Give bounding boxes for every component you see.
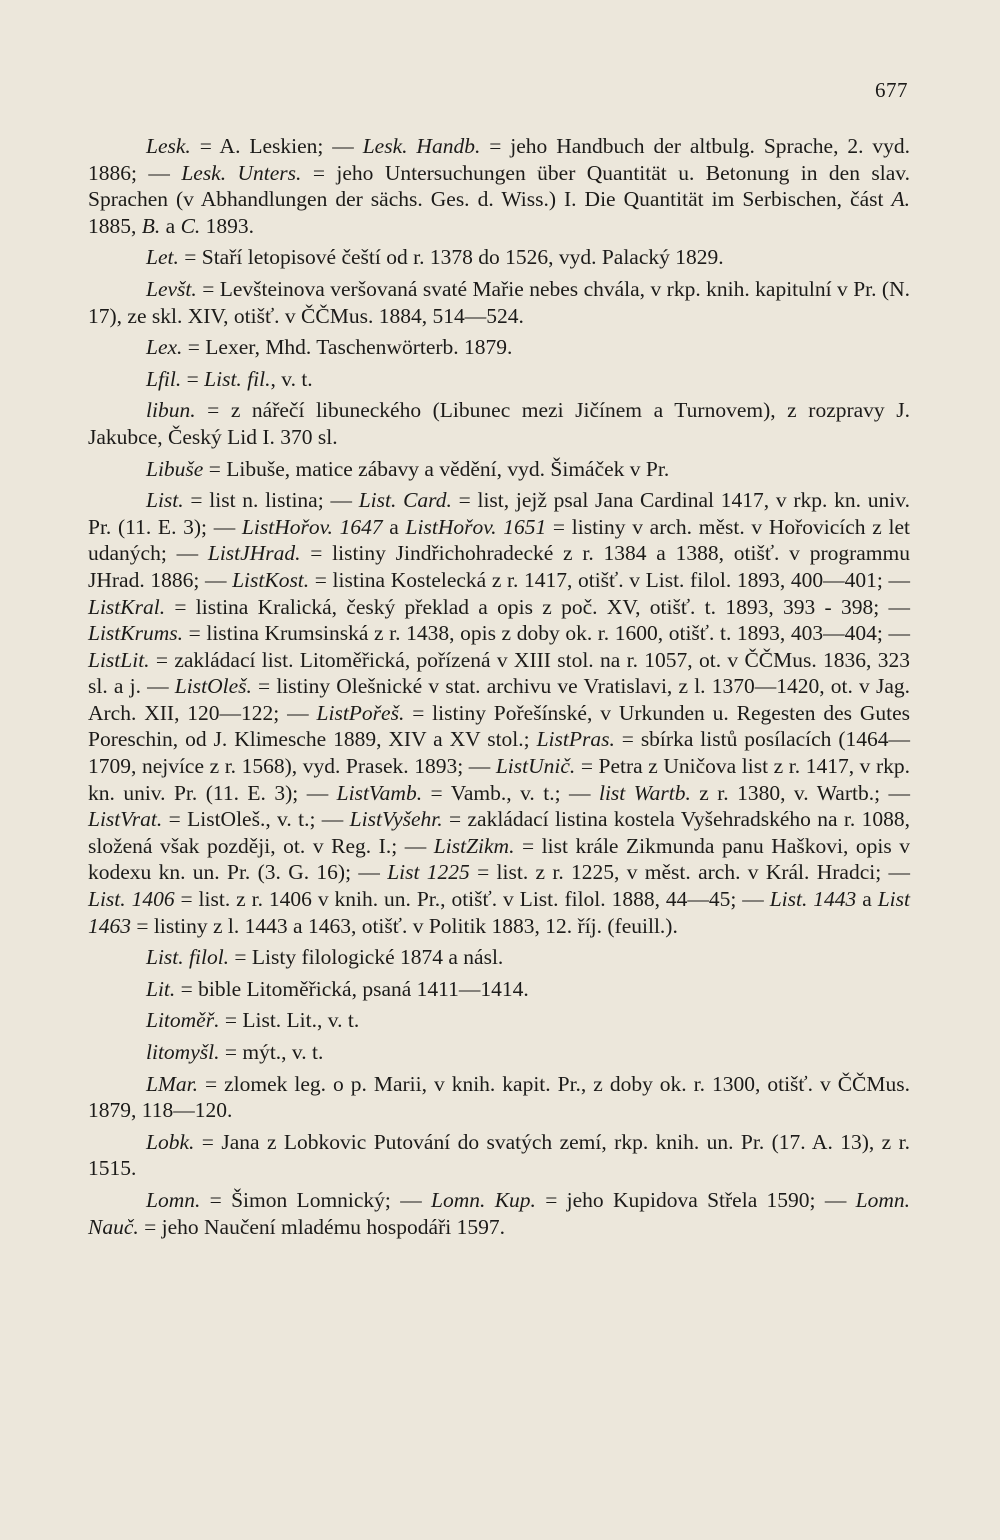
abbreviation: Levšt. xyxy=(146,276,197,301)
abbreviation: ListVrat. xyxy=(88,807,163,832)
abbreviation: List. xyxy=(146,488,184,513)
abbreviation: ListJHrad. xyxy=(207,541,301,566)
abbreviation: List 1463 xyxy=(88,887,910,938)
abbreviation-list xyxy=(88,133,910,1240)
definition-text: = List. Lit., v. t. xyxy=(219,1008,360,1033)
abbreviation: ListVyšehr. xyxy=(349,807,443,832)
abbreviation: ListZikm. xyxy=(433,833,515,858)
entry-levst xyxy=(88,276,910,329)
abbreviation: Lesk. xyxy=(146,134,191,158)
abbreviation: Lobk. xyxy=(146,1129,195,1154)
definition-text: = Libuše, matice zábavy a vědění, vyd. Šimáček v Pr. xyxy=(203,456,670,481)
definition-text: a xyxy=(856,887,878,912)
abbreviation: Lesk. Handb. xyxy=(362,134,481,158)
definition-text: = jeho Untersuchungen über Quantität u. Betonung in den slav. Sprachen (v Abhandlungen der sächs. Ges. d. Wiss.) I. Die Quantität im Serbischen, část xyxy=(88,160,910,212)
definition-text: = listina Kostelecká z r. 1417, otišť. v List. filol. 1893, 400—401; — xyxy=(309,567,910,592)
abbreviation: A. xyxy=(891,187,910,212)
abbreviation: ListPořeš. xyxy=(316,700,405,725)
definition-text: = jeho Handbuch der altbulg. Sprache, 2. vyd. 1886; — xyxy=(88,134,911,185)
definition-text: = z nářečí libuneckého (Libunec mezi Jičínem a Turnovem), z rozpravy J. Jakubce, Český Lid I. 370 sl. xyxy=(88,398,910,449)
definition-text: = zakládací list. Litoměřická, pořízená v XIII stol. na r. 1057, ot. v ČČMus. 1836, 323 sl. a j. — xyxy=(88,647,910,699)
definition-text: 1885, xyxy=(88,213,142,238)
definition-text: = Šimon Lomnický; — xyxy=(200,1187,432,1212)
definition-text: = list, jejž psal Jana Cardinal 1417, v rkp. kn. univ. Pr. (11. E. 3); — xyxy=(88,488,910,539)
abbreviation: ListVamb. xyxy=(336,780,423,805)
abbreviation: LMar. xyxy=(146,1071,198,1096)
entry-libun xyxy=(88,397,910,450)
abbreviation: Lit. xyxy=(146,976,176,1001)
entry-lomn xyxy=(88,1187,910,1240)
entry-lmar xyxy=(88,1071,910,1124)
definition-text: = zakládací listina kostela Vyšehradského na r. 1088, složená však později, ot. v Reg. I.; — xyxy=(88,807,910,858)
abbreviation: ListUnič. xyxy=(495,754,576,779)
abbreviation: Lex. xyxy=(146,335,183,360)
definition-text: a xyxy=(382,514,406,539)
definition-text: = bible Litoměřická, psaná 1411—1414. xyxy=(175,976,529,1001)
entry-litomysl xyxy=(88,1039,910,1066)
abbreviation: List. Card. xyxy=(358,488,452,513)
definition-text: = Petra z Uničova list z r. 1417, v rkp. kn. univ. Pr. (11. E. 3); — xyxy=(88,754,910,805)
definition-text: z r. 1380, v. Wartb.; — xyxy=(690,780,910,805)
entry-lit xyxy=(88,976,910,1003)
abbreviation: Litoměř. xyxy=(146,1008,220,1033)
entry-list-filol xyxy=(88,944,910,971)
entry-lex xyxy=(88,334,910,361)
abbreviation: List. 1406 xyxy=(88,887,175,912)
entry-lobk xyxy=(88,1129,910,1182)
abbreviation: List. filol. xyxy=(146,945,230,970)
abbreviation: ListKrums. xyxy=(88,621,183,646)
entry-lesk xyxy=(88,133,910,239)
abbreviation: ListLit. xyxy=(88,647,150,672)
abbreviation: B. xyxy=(141,213,161,238)
entry-let xyxy=(88,244,910,271)
abbreviation: Let. xyxy=(146,245,179,270)
page-number: 677 xyxy=(875,78,908,102)
definition-text: = A. Leskien; — xyxy=(190,134,363,158)
definition-text: 1893. xyxy=(200,213,255,238)
definition-text: = listina Kralická, český překlad a opis z poč. XV, otišť. t. 1893, 393 - 398; — xyxy=(165,594,910,619)
definition-text: = jeho Naučení mladému hospodáři 1597. xyxy=(138,1214,505,1239)
definition-text: = listiny Jindřichohradecké z r. 1384 a 1388, otišť. v programmu JHrad. 1886; — xyxy=(88,541,910,592)
definition-text: = listiny z l. 1443 a 1463, otišť. v Politik 1883, 12. říj. (feuill.). xyxy=(131,913,678,938)
entry-libuse xyxy=(88,456,910,483)
entry-lfil xyxy=(88,366,910,393)
abbreviation: List. fil. xyxy=(204,366,271,391)
abbreviation: litomyšl. xyxy=(146,1040,220,1064)
abbreviation: libun. xyxy=(146,398,196,423)
abbreviation: List. 1443 xyxy=(769,887,857,912)
abbreviation: Lfil. xyxy=(146,366,182,391)
definition-text: = listiny Pořešínské, v Urkunden u. Regesten des Gutes Poreschin, od J. Klimesche 1889, XIV a XV stol.; xyxy=(88,700,910,752)
definition-text: = jeho Kupidova Střela 1590; — xyxy=(535,1187,856,1212)
entry-list xyxy=(88,487,910,939)
definition-text: = Listy filologické 1874 a násl. xyxy=(229,945,504,970)
definition-text: = Lexer, Mhd. Taschenwörterb. 1879. xyxy=(182,335,513,360)
definition-text: = list krále Zikmunda panu Haškovi, opis v kodexu kn. un. Pr. (3. G. 16); — xyxy=(88,833,911,885)
definition-text: = listiny Olešnické v stat. archivu ve Vratislavi, z l. 1370—1420, ot. v Jag. Arch. XII, 120—122; — xyxy=(88,674,910,725)
abbreviation: Lomn. xyxy=(146,1187,201,1212)
definition-text: = list. z r. 1406 v knih. un. Pr., otišť. v List. filol. 1888, 44—45; — xyxy=(174,887,770,912)
definition-text: = zlomek leg. o p. Marii, v knih. kapit. Pr., z doby ok. r. 1300, otišť. v ČČMus. 1879, 118—120. xyxy=(88,1071,910,1123)
definition-text: = list. z r. 1225, v měst. arch. v Král. Hradci; — xyxy=(469,860,911,885)
abbreviation: ListOleš. xyxy=(174,674,252,699)
abbreviation: ListHořov. 1647 xyxy=(241,514,383,539)
definition-text: = xyxy=(181,366,205,391)
definition-text: = list n. listina; — xyxy=(183,488,359,513)
definition-text: = listina Krumsinská z r. 1438, opis z doby ok. r. 1600, otišť. t. 1893, 403—404; — xyxy=(183,621,910,646)
definition-text: = sbírka listů posílacích (1464—1709, nejvíce z r. 1568), vyd. Prasek. 1893; — xyxy=(88,727,911,779)
abbreviation: ListHořov. 1651 xyxy=(405,514,547,539)
abbreviation: Lomn. Kup. xyxy=(431,1187,536,1212)
definition-text: a xyxy=(160,213,181,238)
abbreviation: Lesk. Unters. xyxy=(181,160,302,185)
abbreviation: list Wartb. xyxy=(598,780,691,805)
definition-text: = Staří letopisové čeští od r. 1378 do 1526, vyd. Palacký 1829. xyxy=(178,245,724,270)
definition-text: = mýt., v. t. xyxy=(219,1040,324,1064)
definition-text: = Jana z Lobkovic Putování do svatých zemí, rkp. knih. un. Pr. (17. A. 13), z r. 1515. xyxy=(88,1129,910,1181)
abbreviation: ListKral. xyxy=(88,594,166,619)
entry-litomer xyxy=(88,1007,910,1034)
definition-text: = ListOleš., v. t.; — xyxy=(162,807,350,832)
abbreviation: Lomn. Nauč. xyxy=(88,1187,910,1239)
abbreviation: ListKost. xyxy=(232,567,310,592)
abbreviation: C. xyxy=(180,213,201,238)
abbreviation: Libuše xyxy=(146,456,204,481)
definition-text: , v. t. xyxy=(270,366,313,391)
definition-text: = Levšteinova veršovaná svaté Mařie nebes chvála, v rkp. knih. kapitulní v Pr. (N. 17), ze skl. XIV, otišť. v ČČMus. 1884, 514—524. xyxy=(88,276,910,328)
definition-text: = listiny v arch. měst. v Hořovicích z let udaných; — xyxy=(88,514,910,566)
abbreviation: ListPras. xyxy=(536,727,615,752)
definition-text: = Vamb., v. t.; — xyxy=(422,780,599,805)
abbreviation: List 1225 xyxy=(387,860,470,885)
